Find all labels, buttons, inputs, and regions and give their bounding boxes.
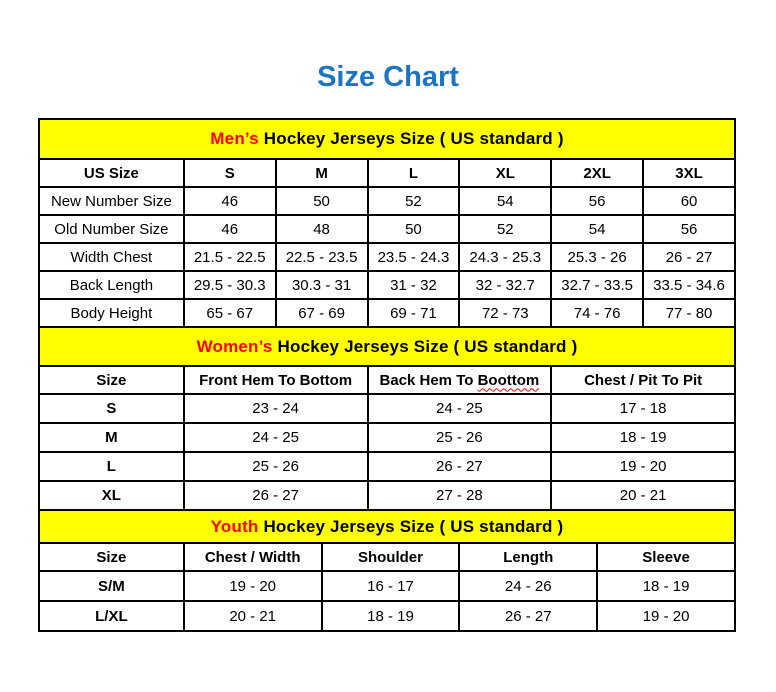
table-row	[39, 187, 735, 215]
size-value-cell: 25.3 - 26	[551, 243, 643, 271]
size-value-cell: 24 - 26	[459, 571, 597, 601]
column-header: Front Hem To Bottom	[184, 366, 368, 394]
table-row	[39, 243, 735, 271]
row-label: Old Number Size	[39, 215, 184, 243]
size-value-cell: 19 - 20	[551, 452, 735, 481]
column-header: L	[368, 159, 460, 187]
column-header: US Size	[39, 159, 184, 187]
band-rest: Hockey Jerseys Size ( US standard )	[258, 129, 564, 148]
size-value-cell: 31 - 32	[368, 271, 460, 299]
size-value-cell: 32.7 - 33.5	[551, 271, 643, 299]
size-value-cell: 27 - 28	[368, 481, 552, 510]
column-header	[368, 366, 552, 394]
size-value-cell: 69 - 71	[368, 299, 460, 327]
page-title: Size Chart	[317, 61, 459, 93]
section-band-womens	[39, 327, 735, 366]
column-header: Size	[39, 366, 184, 394]
size-value-cell: 54	[459, 187, 551, 215]
band-rest: Hockey Jerseys Size ( US standard )	[272, 336, 578, 356]
row-label: XL	[39, 481, 184, 510]
table-row	[39, 423, 735, 452]
size-value-cell: 20 - 21	[551, 481, 735, 510]
size-value-cell: 46	[184, 187, 276, 215]
row-label: L	[39, 452, 184, 481]
size-table-mens	[38, 118, 736, 328]
row-label: New Number Size	[39, 187, 184, 215]
table-row	[39, 271, 735, 299]
size-value-cell: 50	[368, 215, 460, 243]
table-row	[39, 299, 735, 327]
size-value-cell: 24 - 25	[184, 423, 368, 452]
table-row	[39, 571, 735, 601]
size-value-cell: 54	[551, 215, 643, 243]
row-label: Back Length	[39, 271, 184, 299]
size-value-cell: 56	[643, 215, 735, 243]
size-value-cell: 19 - 20	[184, 571, 322, 601]
band-highlight: Men’s	[210, 129, 259, 148]
row-label: M	[39, 423, 184, 452]
size-value-cell: 26 - 27	[459, 601, 597, 631]
row-label: S	[39, 394, 184, 423]
size-value-cell: 50	[276, 187, 368, 215]
band-highlight: Youth	[210, 516, 259, 536]
column-header: Sleeve	[597, 543, 735, 571]
size-value-cell: 26 - 27	[184, 481, 368, 510]
column-header: Shoulder	[322, 543, 460, 571]
column-header: Chest / Width	[184, 543, 322, 571]
size-value-cell: 30.3 - 31	[276, 271, 368, 299]
column-header: XL	[459, 159, 551, 187]
size-table-womens	[38, 326, 736, 511]
band-rest: Hockey Jerseys Size ( US standard )	[258, 516, 564, 536]
size-value-cell: 18 - 19	[322, 601, 460, 631]
size-value-cell: 67 - 69	[276, 299, 368, 327]
section-band-youth	[39, 510, 735, 543]
size-value-cell: 56	[551, 187, 643, 215]
row-label: L/XL	[39, 601, 184, 631]
size-value-cell: 65 - 67	[184, 299, 276, 327]
size-value-cell: 46	[184, 215, 276, 243]
size-value-cell: 20 - 21	[184, 601, 322, 631]
table-row	[39, 394, 735, 423]
size-value-cell: 72 - 73	[459, 299, 551, 327]
size-value-cell: 22.5 - 23.5	[276, 243, 368, 271]
size-value-cell: 60	[643, 187, 735, 215]
size-value-cell: 23.5 - 24.3	[368, 243, 460, 271]
band-highlight: Women’s	[196, 336, 273, 356]
table-row	[39, 481, 735, 510]
tables-container	[38, 118, 736, 632]
column-header: Length	[459, 543, 597, 571]
misspelled-word: Boottom	[477, 371, 540, 389]
size-value-cell: 24.3 - 25.3	[459, 243, 551, 271]
size-value-cell: 48	[276, 215, 368, 243]
row-label: S/M	[39, 571, 184, 601]
table-row	[39, 601, 735, 631]
row-label: Width Chest	[39, 243, 184, 271]
size-value-cell: 18 - 19	[597, 571, 735, 601]
column-header: Size	[39, 543, 184, 571]
size-value-cell: 26 - 27	[643, 243, 735, 271]
column-header: 2XL	[551, 159, 643, 187]
size-value-cell: 25 - 26	[184, 452, 368, 481]
size-value-cell: 74 - 76	[551, 299, 643, 327]
size-value-cell: 29.5 - 30.3	[184, 271, 276, 299]
row-label: Body Height	[39, 299, 184, 327]
table-row	[39, 215, 735, 243]
size-table-youth	[38, 509, 736, 632]
size-value-cell: 24 - 25	[368, 394, 552, 423]
size-value-cell: 32 - 32.7	[459, 271, 551, 299]
size-value-cell: 26 - 27	[368, 452, 552, 481]
size-value-cell: 19 - 20	[597, 601, 735, 631]
size-value-cell: 25 - 26	[368, 423, 552, 452]
section-band-mens	[39, 119, 735, 159]
column-header: M	[276, 159, 368, 187]
column-header: Chest / Pit To Pit	[551, 366, 735, 394]
size-value-cell: 17 - 18	[551, 394, 735, 423]
size-value-cell: 21.5 - 22.5	[184, 243, 276, 271]
table-row	[39, 452, 735, 481]
size-value-cell: 52	[459, 215, 551, 243]
size-value-cell: 33.5 - 34.6	[643, 271, 735, 299]
size-value-cell: 18 - 19	[551, 423, 735, 452]
size-value-cell: 77 - 80	[643, 299, 735, 327]
size-value-cell: 52	[368, 187, 460, 215]
size-value-cell: 23 - 24	[184, 394, 368, 423]
column-header: 3XL	[643, 159, 735, 187]
size-value-cell: 16 - 17	[322, 571, 460, 601]
column-header: S	[184, 159, 276, 187]
column-header-text: Back Hem To	[379, 371, 478, 389]
